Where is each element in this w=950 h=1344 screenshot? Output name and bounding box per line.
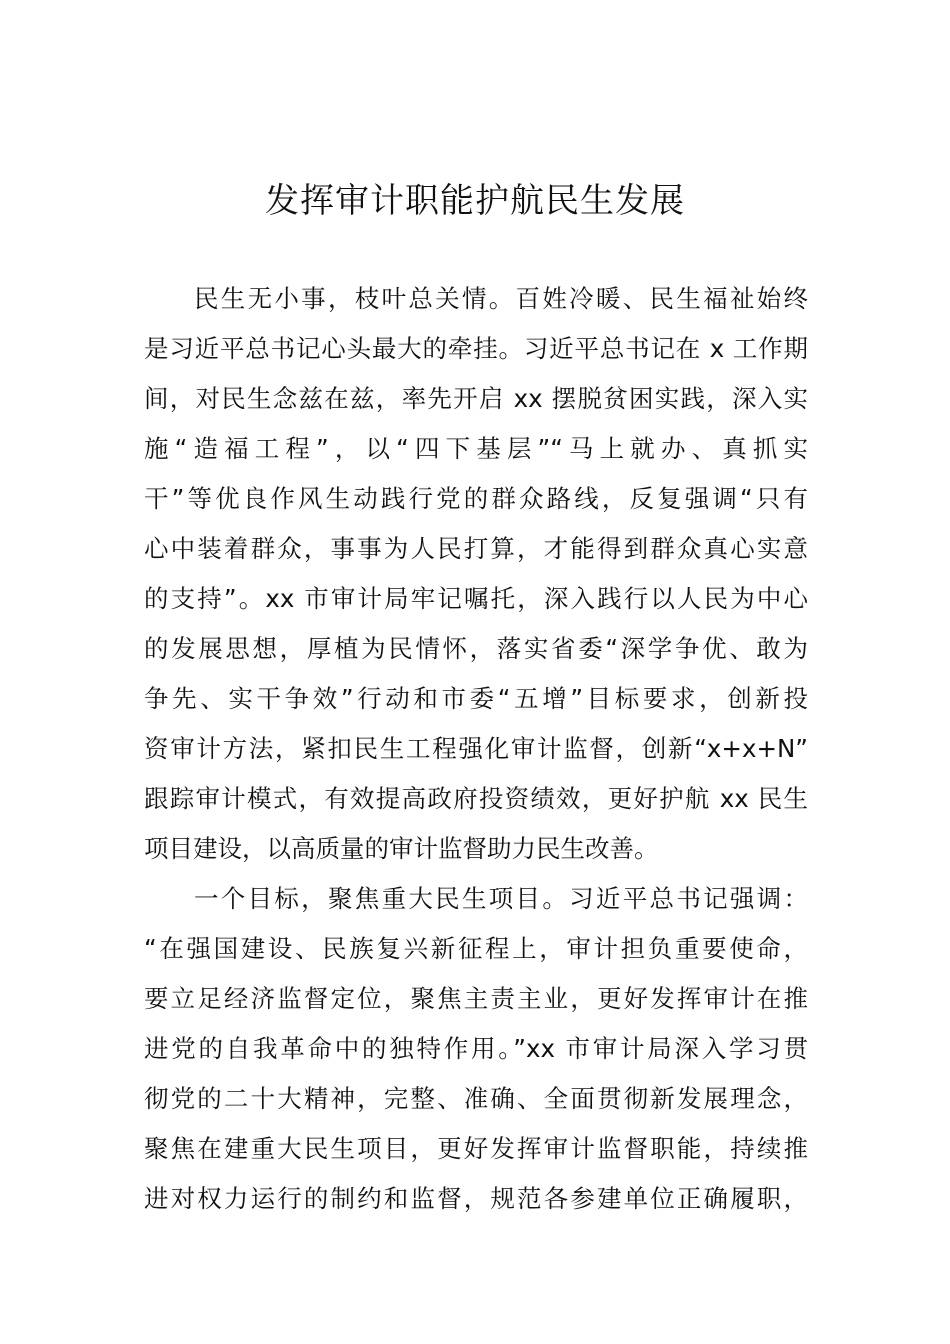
paragraph-line: 跟踪审计模式，有效提高政府投资绩效，更好护航 xx 民生 (144, 784, 808, 813)
document-title: 发挥审计职能护航民生发展 (265, 181, 685, 221)
paragraph-line: 进党的自我革命中的独特作用。”xx 市审计局深入学习贯 (144, 1034, 808, 1063)
document-body (144, 274, 808, 1224)
paragraph-line: 心中装着群众，事事为人民打算，才能得到群众真心实意 (144, 534, 808, 563)
paragraph-line: 是习近平总书记心头最大的牵挂。习近平总书记在 x 工作期 (144, 334, 808, 363)
paragraph-line: 民生无小事，枝叶总关情。百姓冷暖、民生福祉始终 (194, 284, 808, 313)
paragraph-line: 施“造福工程”，以“四下基层”“马上就办、真抓实 (144, 434, 808, 463)
paragraph-line: “在强国建设、民族复兴新征程上，审计担负重要使命， (144, 934, 808, 963)
paragraph-line: 的支持”。xx 市审计局牢记嘱托，深入践行以人民为中心 (144, 584, 808, 613)
paragraph-line: 要立足经济监督定位，聚焦主责主业，更好发挥审计在推 (144, 984, 808, 1013)
paragraph-line: 争先、实干争效”行动和市委“五增”目标要求，创新投 (144, 684, 808, 713)
paragraph-line: 资审计方法，紧扣民生工程强化审计监督，创新“x+x+N” (144, 734, 808, 763)
paragraph-line: 聚焦在建重大民生项目，更好发挥审计监督职能，持续推 (144, 1134, 808, 1163)
paragraph-line: 进对权力运行的制约和监督，规范各参建单位正确履职， (144, 1184, 808, 1213)
paragraph-line: 干”等优良作风生动践行党的群众路线，反复强调“只有 (144, 484, 808, 513)
paragraph-line: 项目建设，以高质量的审计监督助力民生改善。 (144, 834, 659, 863)
paragraph-line: 间，对民生念兹在兹，率先开启 xx 摆脱贫困实践，深入实 (144, 384, 808, 413)
paragraph-line: 彻党的二十大精神，完整、准确、全面贯彻新发展理念， (144, 1084, 808, 1113)
paragraph-line: 的发展思想，厚植为民情怀，落实省委“深学争优、敢为 (144, 634, 808, 663)
paragraph-line: 一个目标，聚焦重大民生项目。习近平总书记强调： (194, 884, 808, 913)
